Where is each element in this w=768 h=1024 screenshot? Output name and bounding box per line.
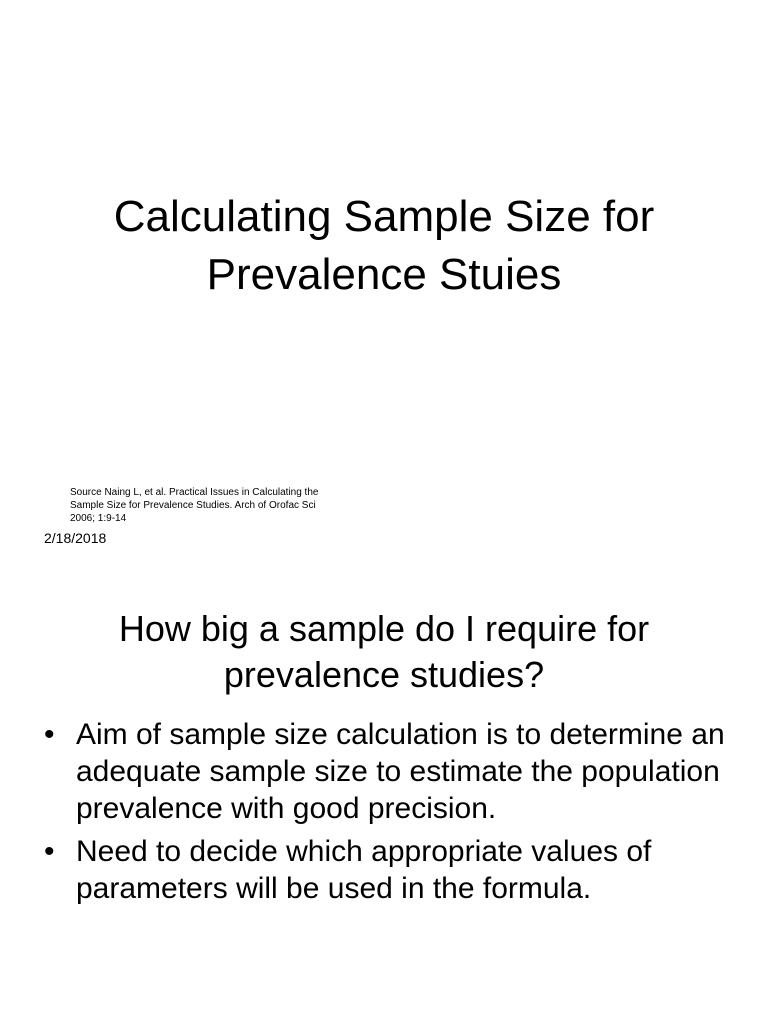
source-line-2: Sample Size for Prevalence Studies. Arch of Orofac Sci [70,500,316,511]
bullet-icon: • [44,718,55,751]
slide-title-line-1: Calculating Sample Size for [113,192,655,241]
bullet-text: Need to decide which appropriate values of parameters will be used in the formula. [76,835,652,905]
bullet-item [44,833,734,907]
source-citation [70,486,360,525]
bullet-list [44,716,734,913]
bullet-item [44,716,734,827]
slide-date: 2/18/2018 [44,530,107,546]
source-line-3: 2006; 1:9-14 [70,513,127,524]
source-line-1: Source Naing L, et al. Practical Issues in Calculating the [70,487,319,498]
bullet-icon: • [44,835,55,868]
slide-title-line-2: Prevalence Stuies [206,250,562,299]
content-slide [0,580,768,1024]
slide-heading-line-1: How big a sample do I require for [118,608,650,649]
bullet-text: Aim of sample size calculation is to determine an adequate sample size to estimate the population prevalence with good precision. [76,718,725,825]
slide-heading-line-2: prevalence studies? [223,654,545,695]
slide-title [0,188,768,304]
slide-heading [0,606,768,698]
